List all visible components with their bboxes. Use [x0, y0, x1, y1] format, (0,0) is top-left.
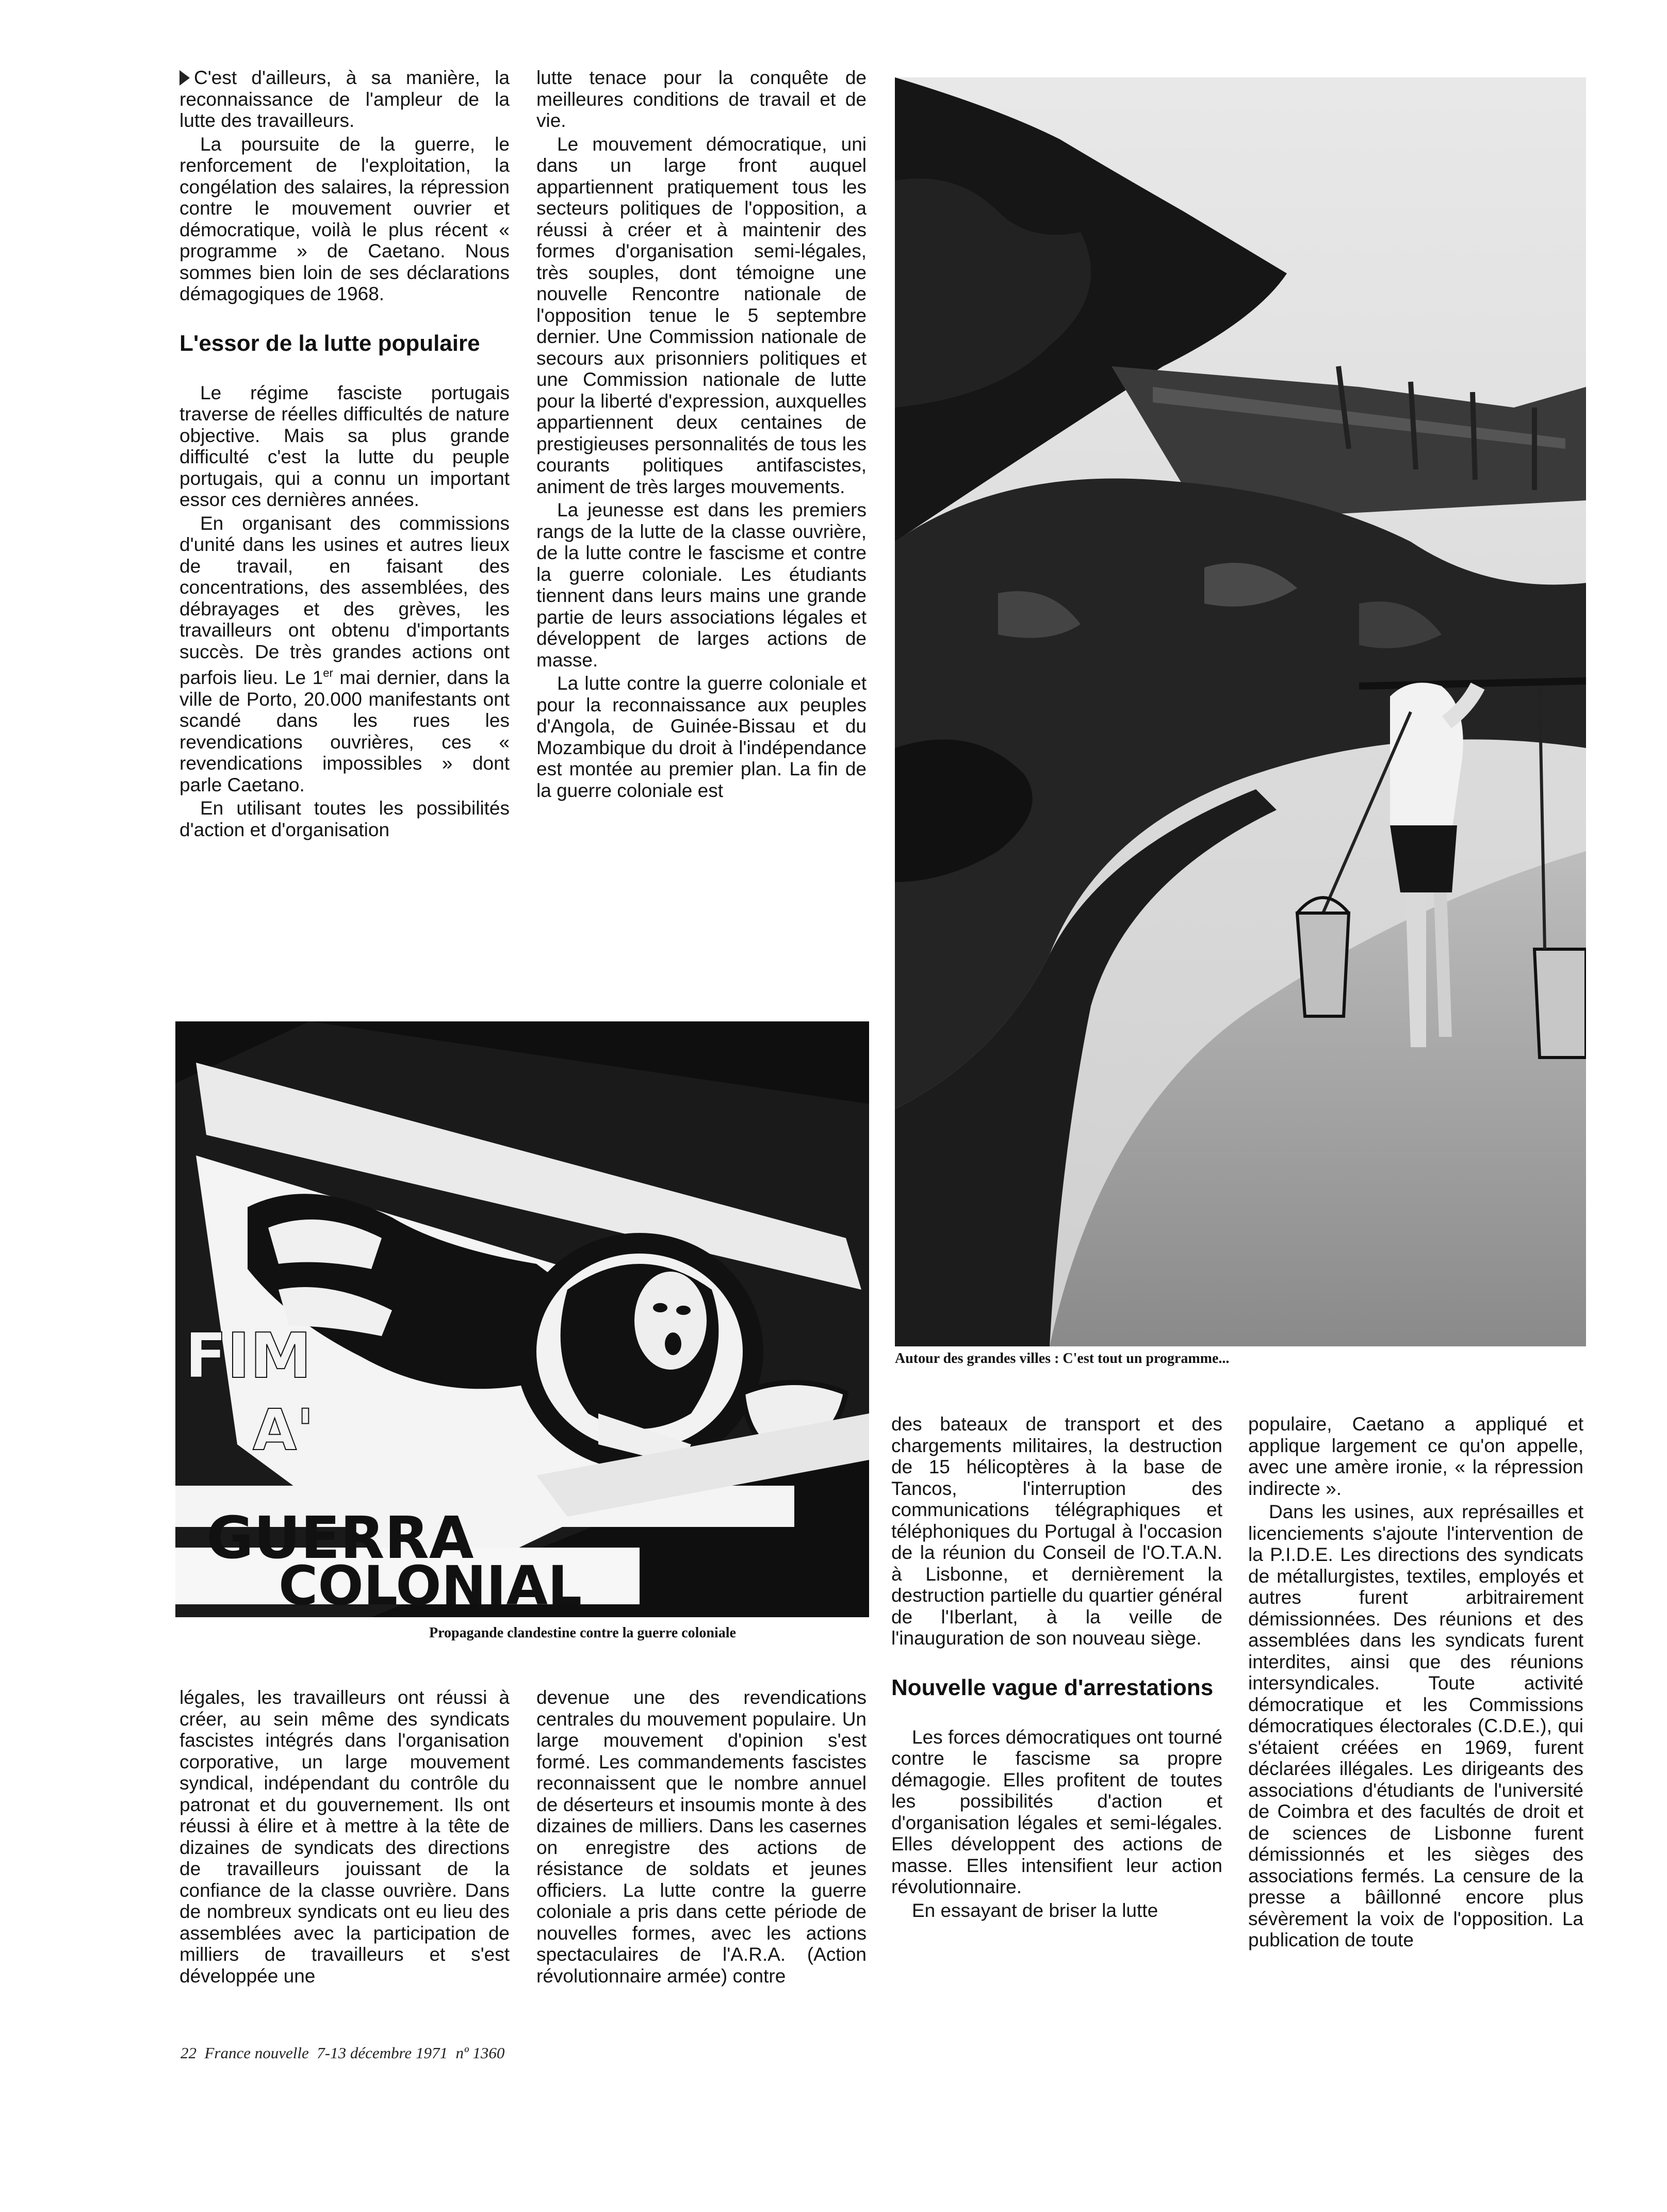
poster-text-guerra: GUERRA: [206, 1505, 474, 1572]
col2-paragraph-3: La jeunesse est dans les premiers rangs de la lutte de la classe ouvrière, de la lutte contre le fascisme et contre la guerre coloniale. Les étudiants tiennent dans leurs mains une grande partie de leurs associations légales et développent de larges actions de masse.: [536, 499, 867, 671]
article-column-3: [179, 1687, 510, 1987]
col1-paragraph-4: En organisant des commissions d'unité dans les usines et autres lieux de travail, en faisant des concentrations, des assemblées, des débrayages et des grèves, les travailleurs ont obtenu d'importants succès. De très grandes actions ont parfois lieu. Le 1er mai dernier, dans la ville de Porto, 20.000 manifestants ont scandé dans les rues les revendications ouvrières, ces « revendications impossibles » dont parle Caetano.: [179, 512, 510, 795]
issue-number: nº 1360: [455, 2044, 505, 2062]
publication-name: France nouvelle: [204, 2044, 309, 2062]
poster-woodcut-illustration: [175, 1021, 869, 1617]
col2-paragraph-1: lutte tenace pour la conquête de meilleures conditions de travail et de vie.: [536, 67, 867, 131]
page-footer: [181, 2044, 504, 2062]
poster-caption: Propagande clandestine contre la guerre coloniale: [429, 1625, 736, 1641]
col2-paragraph-4: La lutte contre la guerre coloniale et pour la reconnaissance aux peuples d'Angola, de Guinée-Bissau et du Mozambique du droit à l'indépendance est montée au premier plan. La fin de la guerre coloniale est: [536, 673, 867, 801]
col1-paragraph-5: En utilisant toutes les possibilités d'action et d'organisation: [179, 798, 510, 840]
poster-text-a: A': [253, 1397, 314, 1463]
col1-paragraph-1: C'est d'ailleurs, à sa manière, la reconnaissance de l'ampleur de la lutte des travailleurs.: [179, 67, 510, 131]
col4-paragraph-1: devenue une des revendications centrales du mouvement populaire. Un large mouvement d'opinion s'est formé. Les commandements fascistes reconnaissent que le nombre annuel de déserteurs et insoumis monte à des dizaines de milliers. Dans les casernes on enregistre des actions de résistance de soldats et jeunes officiers. La lutte contre la guerre coloniale a pris dans cette période de nouvelles formes, avec les actions spectaculaires de l'A.R.A. (Action révolutionnaire armée) contre: [536, 1687, 867, 1987]
col5-paragraph-1: des bateaux de transport et des chargements militaires, la destruction de 15 hélicoptères à la base de Tancos, l'interruption des communications télégraphiques et téléphoniques du Portugal à l'occasion de la réunion du Conseil de l'O.T.A.N. à Lisbonne, et dernièrement la destruction partielle du quartier général de l'Iberlant, à la veille de l'inauguration de son nouveau siège.: [891, 1413, 1222, 1649]
photo-village-path-illustration: [895, 77, 1586, 1346]
col2-paragraph-2: Le mouvement démocratique, uni dans un large front auquel appartiennent pratiquement tous les secteurs politiques de l'opposition, a réussi à créer et à maintenir des formes d'organisation semi-légales, très souples, dont témoigne une nouvelle Rencontre nationale de l'opposition tenue le 5 septembre dernier. Une Commission nationale de secours aux prisonniers politiques et une Commission nationale de lutte pour la liberté d'expression, auxquelles appartiennent deux centaines de prestigieuses personnalités de tous les courants politiques antifascistes, animent de très larges mouvements.: [536, 133, 867, 497]
continuation-arrow-icon: [179, 70, 190, 86]
col6-paragraph-2: Dans les usines, aux représailles et licenciements s'ajoute l'intervention de la P.I.D.E. Les directions des syndicats de métallurgistes, textiles, employés et autres furent arbitrairement démissionnées. Des réunions et des assemblées dans les syndicats furent interdites, ainsi que des réunions intersyndicales. Toute activité démocratique et les Commissions démocratiques électorales (C.D.E.), qui s'étaient créées en 1969, furent déclarées illégales. Les dirigeants des associations d'étudiants de l'université de Coimbra et des facultés de droit et de sciences de Lisbonne furent démissionnés et les sièges des associations fermés. La censure de la presse a bâillonné encore plus sévèrement la voix de l'opposition. La publication de toute: [1248, 1501, 1583, 1950]
section-heading-arrestations: Nouvelle vague d'arrestations: [891, 1674, 1214, 1700]
col3-paragraph-1: légales, les travailleurs ont réussi à créer, au sein même des syndicats fascistes intégrés dans l'organisation corporative, un large mouvement syndical, indépendant du contrôle du patronat et du gouvernement. Ils ont réussi à élire et à mettre à la tête de dizaines de syndicats des directions de travailleurs jouissant de la confiance de la classe ouvrière. Dans de nombreux syndicats ont eu lieu des assemblées avec la participation de milliers de travailleurs et s'est développée une: [179, 1687, 510, 1987]
publication-date: 7-13 décembre 1971: [317, 2044, 448, 2062]
photo-caption: Autour des grandes villes : C'est tout un programme...: [895, 1351, 1230, 1367]
poster-text-fim: FIM: [185, 1321, 312, 1392]
page-number: 22: [181, 2044, 197, 2062]
photo-village-path: [895, 77, 1586, 1346]
col5-paragraph-2: Les forces démocratiques ont tourné contre le fascisme sa propre démagogie. Elles profitent de toutes les possibilités d'action et d'organisation légales et semi-légales. Elles développent des actions de masse. Elles intensifient leur action révolutionnaire.: [891, 1726, 1222, 1897]
poster-woodcut: [175, 1021, 869, 1617]
poster-text-colonial: COLONIAL: [279, 1554, 582, 1617]
article-column-5: [891, 1413, 1222, 1921]
article-column-4: [536, 1687, 867, 1987]
col6-paragraph-1: populaire, Caetano a appliqué et applique largement ce qu'on appelle, avec une amère ironie, « la répression indirecte ».: [1248, 1413, 1583, 1499]
article-column-1: [179, 67, 510, 840]
article-column-2: [536, 67, 867, 801]
col1-paragraph-3: Le régime fasciste portugais traverse de réelles difficultés de nature objective. Mais sa plus grande difficulté c'est la lutte du peuple portugais, qui a connu un important essor ces dernières années.: [179, 382, 510, 510]
article-column-6: [1248, 1413, 1583, 1951]
col1-paragraph-2: La poursuite de la guerre, le renforcement de l'exploitation, la congélation des salaires, la répression contre le mouvement ouvrier et démocratique, voilà le plus récent « programme » de Caetano. Nous sommes bien loin de ses déclarations démagogiques de 1968.: [179, 133, 510, 304]
section-heading-essor: L'essor de la lutte populaire: [179, 330, 480, 356]
col5-paragraph-3: En essayant de briser la lutte: [912, 1899, 1158, 1921]
